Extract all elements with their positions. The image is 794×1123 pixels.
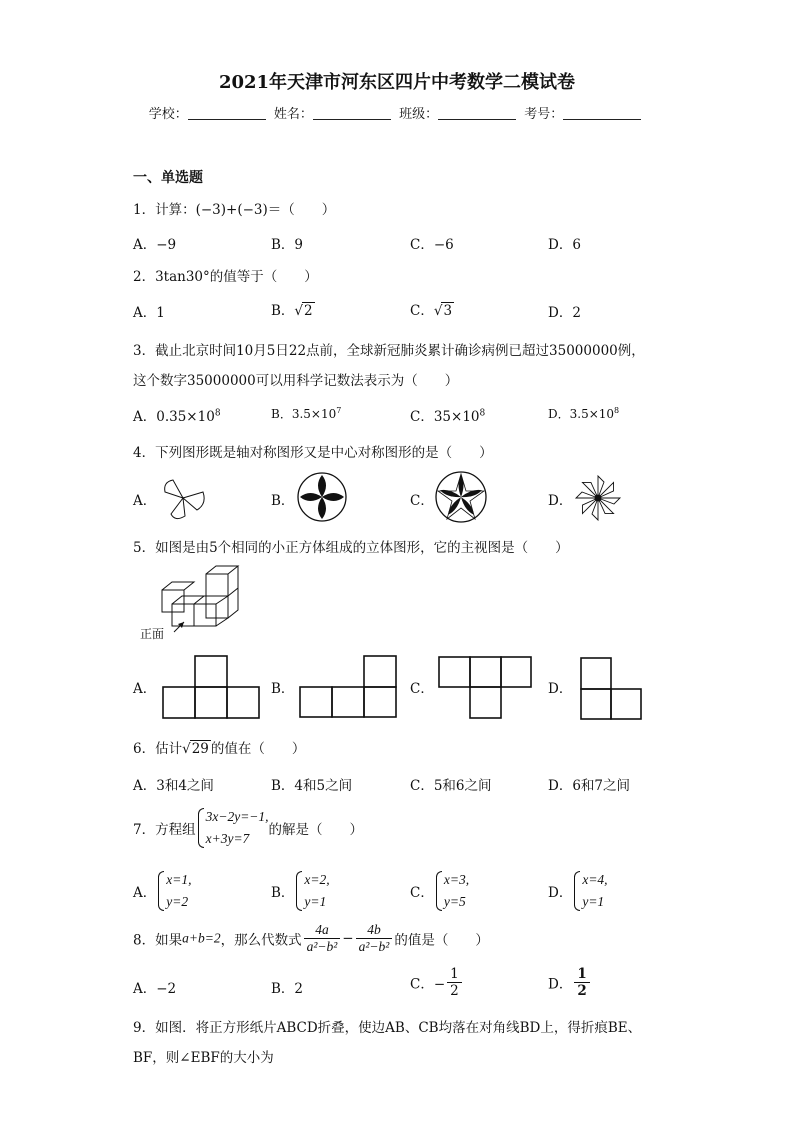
q6-stem [133, 737, 305, 757]
q6-option-d: D．6和7之间 [548, 778, 631, 794]
q8-minus-sign: − [342, 930, 354, 947]
q6-option-a: A．3和4之间 [133, 778, 214, 794]
q7-option-b [271, 869, 330, 913]
q6-option-c: C．5和6之间 [410, 778, 492, 794]
q8-stem-suffix: 的值是（ ） [394, 932, 489, 949]
q8-condition: a+b=2 [182, 930, 221, 946]
q4-option-d-label: D． [548, 493, 573, 509]
q2-option-b [271, 299, 315, 319]
section-heading: 一、单选题 [133, 170, 203, 186]
q7-option-c-y: y=5 [443, 894, 466, 909]
q8-option-c-numerator: 1 [447, 966, 462, 983]
q2-option-b-label: B． [271, 303, 295, 319]
class-label: 班级： [399, 107, 439, 122]
q7-option-b-y: y=1 [304, 894, 327, 909]
q9-stem-line1: 9．如图．将正方形纸片ABCD折叠，使边AB、CB均落在对角线BD上，得折痕BE、 [133, 1020, 642, 1036]
q8-fraction-1-numerator: 4a [304, 922, 341, 939]
q8-option-c-label: C．− [410, 976, 446, 993]
q8-fraction-2-denominator: a²−b² [358, 939, 390, 954]
q3-stem-line1: 3．截止北京时间10月5日22点前，全球新冠肺炎累计确诊病例已超过35000000例， [133, 343, 645, 359]
q7-option-c-system [434, 869, 469, 913]
four-petal-circle-figure [296, 471, 348, 523]
q7-option-a-x: x=1, [166, 872, 192, 887]
q9-stem-line2: BF，则∠EBF的大小为 [133, 1050, 274, 1066]
q7-option-b-system [294, 869, 329, 913]
eight-blade-windmill-figure [573, 473, 623, 523]
q7-stem-prefix: 7．方程组 [133, 822, 196, 838]
class-blank[interactable] [438, 107, 516, 120]
q5-option-c-figure [438, 656, 532, 720]
q7-option-d-x: x=4, [582, 872, 608, 887]
q7-option-a-label: A． [133, 885, 157, 901]
q5-stem: 5．如图是由5个相同的小正方体组成的立体图形，它的主视图是（ ） [133, 540, 569, 556]
q8-option-c [410, 966, 464, 999]
q1-option-d: D．6 [548, 237, 581, 253]
q5-option-b-figure [299, 655, 397, 719]
q8-option-d-label: D． [548, 976, 573, 993]
q8-option-d-numerator: 1 [574, 966, 589, 983]
q8-fraction-2-numerator: 4b [356, 922, 393, 939]
q7-option-b-x: x=2, [304, 872, 330, 887]
q7-option-c [410, 869, 469, 913]
q7-option-a-system [156, 869, 191, 913]
q8-stem-prefix: 8．如果 [133, 932, 183, 949]
q7-stem-suffix: 的解是（ ） [268, 822, 364, 838]
q1-option-c: C．−6 [410, 237, 454, 253]
q7-option-d [548, 869, 608, 913]
q7-equation-system [196, 806, 269, 850]
q5-option-b-label: B． [271, 681, 295, 697]
q7-option-b-label: B． [271, 885, 295, 901]
name-blank[interactable] [313, 107, 391, 120]
three-blade-pinwheel-figure [155, 476, 211, 522]
q7-stem [133, 806, 363, 850]
front-view-label: 正面 [140, 627, 165, 641]
q7-option-c-x: x=3, [443, 872, 470, 887]
q3-option-a [133, 405, 221, 425]
q8-option-c-denominator: 2 [450, 983, 459, 999]
q5-option-c-label: C． [410, 681, 434, 697]
q8-option-d-fraction [574, 966, 589, 999]
q3-stem-line2: 这个数字35000000可以用科学记数法表示为（ ） [133, 373, 459, 389]
q3-option-d-exponent: 8 [614, 406, 620, 415]
exam-number-blank[interactable] [563, 107, 641, 120]
q3-option-b [271, 405, 341, 422]
q2-option-c-radicand: 3 [443, 303, 453, 319]
q6-stem-suffix: 的值在（ ） [210, 741, 306, 757]
q8-option-c-fraction [447, 966, 462, 999]
exam-number-label: 考号： [524, 107, 564, 122]
q8-fraction-2 [356, 922, 393, 955]
q7-option-a [133, 869, 191, 913]
q6-stem-prefix: 6．估计 [133, 741, 183, 757]
school-blank[interactable] [188, 107, 266, 120]
sqrt-symbol: √ [433, 303, 443, 319]
q7-equation-1: 3x−2y=−1, [205, 809, 269, 824]
q2-option-d: D．2 [548, 305, 581, 321]
q1-option-b: B．9 [271, 237, 304, 253]
q7-option-d-y: y=1 [582, 894, 605, 909]
q6-option-b: B．4和5之间 [271, 778, 353, 794]
q8-stem [133, 922, 489, 955]
q6-radicand: 29 [191, 741, 209, 757]
name-label: 姓名： [273, 107, 313, 122]
q3-option-d-base: D．3.5×10 [548, 407, 615, 421]
q4-option-b-label: B． [271, 493, 295, 509]
q7-option-a-y: y=2 [166, 894, 189, 909]
q1-stem: 1．计算：(−3)+(−3)＝（ ） [133, 202, 336, 218]
q5-option-d-figure [580, 657, 642, 721]
q3-option-c-base: C．35×10 [410, 409, 480, 425]
page-title: 2021年天津市河东区四片中考数学二模试卷 [218, 72, 576, 93]
q5-option-a-label: A． [133, 681, 157, 697]
sqrt-symbol: √ [182, 741, 191, 757]
q5-option-a-figure [162, 655, 260, 719]
student-info-line [0, 103, 794, 122]
q5-option-d-label: D． [548, 681, 573, 697]
q2-option-b-radicand: 2 [304, 303, 313, 319]
q8-fraction-1-denominator: a²−b² [306, 939, 338, 954]
q3-option-b-exponent: 7 [336, 406, 342, 415]
q2-stem: 2．3tan30°的值等于（ ） [133, 269, 318, 285]
q2-option-c [410, 299, 454, 319]
q7-option-c-label: C． [410, 885, 434, 901]
school-label: 学校： [148, 107, 188, 122]
q4-stem: 4．下列图形既是轴对称图形又是中心对称图形的是（ ） [133, 445, 493, 461]
q3-option-d [548, 405, 619, 422]
q8-stem-middle: ，那么代数式 [220, 932, 302, 949]
q8-fraction-1 [304, 922, 341, 955]
sqrt-symbol: √ [294, 303, 304, 319]
q3-option-b-base: B．3.5×10 [271, 407, 337, 421]
q8-option-d [548, 966, 592, 999]
q7-equation-2: x+3y=7 [205, 831, 250, 846]
q3-option-c [410, 405, 485, 425]
q8-option-a: A．−2 [133, 981, 177, 997]
q7-option-d-system [572, 869, 607, 913]
q7-option-d-label: D． [548, 885, 573, 901]
q3-option-a-exponent: 8 [214, 408, 221, 419]
q2-option-c-label: C． [410, 303, 434, 319]
q3-option-c-exponent: 8 [479, 408, 486, 419]
q4-option-c-label: C． [410, 493, 434, 509]
q8-option-d-denominator: 2 [577, 983, 587, 999]
q8-option-b: B．2 [271, 981, 304, 997]
five-petal-star-circle-figure [434, 470, 488, 524]
q3-option-a-base: A．0.35×10 [133, 409, 215, 425]
q2-option-a: A．1 [133, 305, 165, 321]
q4-option-a-label: A． [133, 493, 157, 509]
q1-option-a: A．−9 [133, 237, 177, 253]
